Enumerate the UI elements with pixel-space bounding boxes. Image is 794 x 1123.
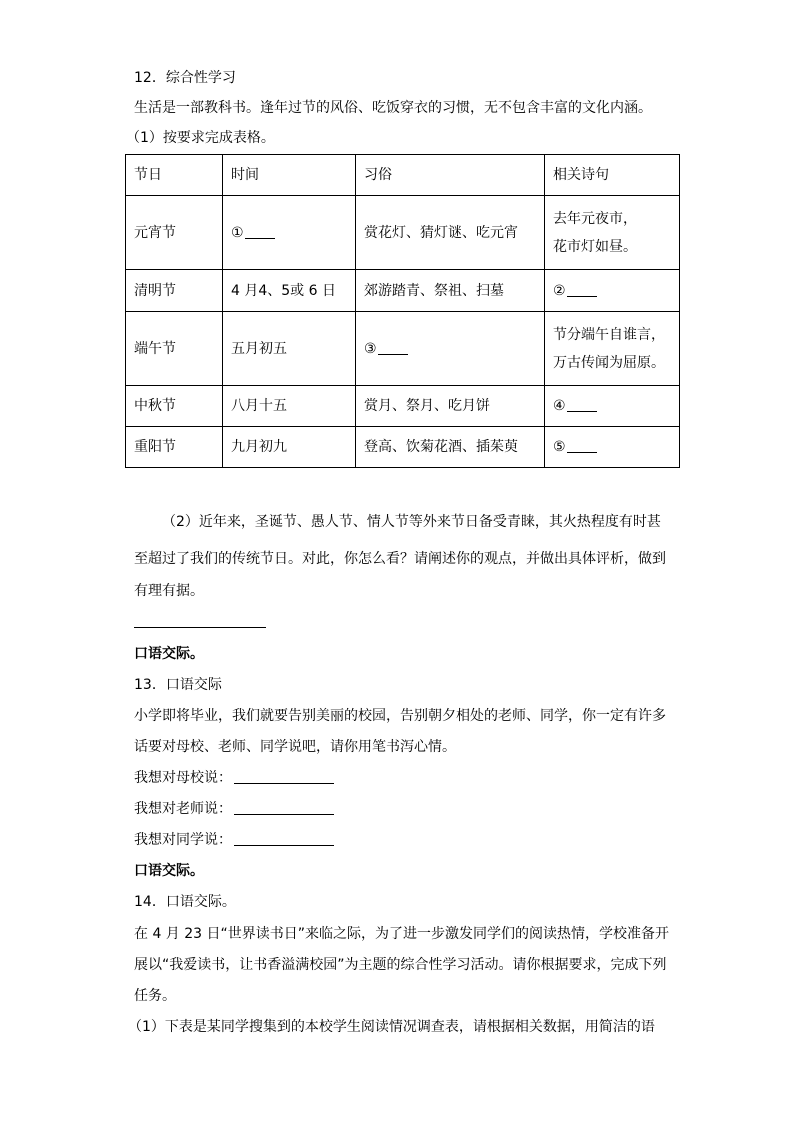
cell-festival: 重阳节 (126, 427, 223, 468)
cell-custom: 郊游踏青、祭祖、扫墓 (356, 270, 545, 312)
cell-poem (545, 312, 680, 386)
answer-blank[interactable] (234, 769, 334, 784)
cell-custom: 赏花灯、猜灯谜、吃元宵 (356, 196, 545, 270)
poem-line: 节分端午自谁言， (553, 326, 665, 343)
q14-line: 任务。 (134, 988, 176, 1004)
q13-title: 13．口语交际 (134, 677, 222, 693)
cell-custom (356, 312, 545, 386)
q13-prompt (134, 830, 334, 850)
cell-poem (545, 386, 680, 427)
q13-prompt (134, 768, 334, 788)
answer-blank[interactable] (567, 397, 597, 412)
q14-title: 14．口语交际。 (134, 894, 236, 910)
q12-title: 12．综合性学习 (134, 70, 236, 86)
prompt-label: 我想对老师说： (134, 801, 232, 817)
q12-part2-line: 有理有据。 (134, 583, 204, 599)
cell-poem (545, 196, 680, 270)
cell-custom: 登高、饮菊花酒、插茱萸 (356, 427, 545, 468)
cell-poem (545, 427, 680, 468)
poem-line: 万古传闻为屈原。 (553, 354, 665, 371)
section-heading: 口语交际。 (134, 863, 204, 879)
section-heading: 口语交际。 (134, 646, 204, 662)
blank-marker: ① (231, 224, 244, 241)
q12-intro: 生活是一部教科书。逢年过节的风俗、吃饭穿衣的习惯，无不包含丰富的文化内涵。 (134, 100, 652, 116)
q13-line: 话要对母校、老师、同学说吧，请你用笔书泻心情。 (134, 739, 456, 755)
cell-poem (545, 270, 680, 312)
cell-time: 八月十五 (223, 386, 356, 427)
cell-festival: 清明节 (126, 270, 223, 312)
answer-blank[interactable] (234, 831, 334, 846)
cell-festival: 中秋节 (126, 386, 223, 427)
header-time: 时间 (223, 155, 356, 196)
poem-line: 花市灯如昼。 (553, 238, 637, 255)
header-custom: 习俗 (356, 155, 545, 196)
table-row (126, 427, 680, 468)
table-row (126, 196, 680, 270)
q12-part1: （1）按要求完成表格。 (126, 130, 275, 146)
q14-line: 在 4 月 23 日“世界读书日”来临之际，为了进一步激发同学们的阅读热情，学校准备开 (134, 926, 670, 942)
q14-line: 展以“我爱读书，让书香溢满校园”为主题的综合性学习活动。请你根据要求，完成下列 (134, 957, 667, 973)
cell-time (223, 196, 356, 270)
festival-table (125, 154, 680, 468)
answer-blank[interactable] (567, 282, 597, 297)
q12-part2-line: 至超过了我们的传统节日。对此，你怎么看？请阐述你的观点，并做出具体评析，做到 (134, 551, 666, 567)
cell-festival: 端午节 (126, 312, 223, 386)
poem-line: 去年元夜市， (553, 210, 637, 227)
cell-custom: 赏月、祭月、吃月饼 (356, 386, 545, 427)
blank-marker: ② (553, 282, 566, 299)
cell-time: 4 月4、5或 6 日 (223, 270, 356, 312)
answer-line[interactable] (134, 627, 266, 628)
table-row (126, 312, 680, 386)
cell-time: 九月初九 (223, 427, 356, 468)
answer-blank[interactable] (567, 438, 597, 453)
q14-line: （1）下表是某同学搜集到的本校学生阅读情况调查表，请根据相关数据，用简洁的语 (128, 1019, 655, 1035)
prompt-label: 我想对母校说： (134, 770, 232, 786)
table-row (126, 270, 680, 312)
q13-prompt (134, 799, 334, 819)
cell-festival: 元宵节 (126, 196, 223, 270)
table-header-row (126, 155, 680, 196)
answer-blank[interactable] (378, 340, 408, 355)
blank-marker: ⑤ (553, 439, 566, 455)
answer-blank[interactable] (234, 800, 334, 815)
q12-part2-line: （2）近年来，圣诞节、愚人节、情人节等外来节日备受青睐，其火热程度有时甚 (162, 514, 661, 530)
blank-marker: ③ (364, 340, 377, 357)
q13-line: 小学即将毕业，我们就要告别美丽的校园，告别朝夕相处的老师、同学，你一定有许多 (134, 708, 666, 724)
answer-blank[interactable] (245, 224, 275, 239)
table-row (126, 386, 680, 427)
header-poem: 相关诗句 (545, 155, 680, 196)
cell-time: 五月初五 (223, 312, 356, 386)
header-festival: 节日 (126, 155, 223, 196)
blank-marker: ④ (553, 398, 566, 414)
prompt-label: 我想对同学说： (134, 832, 232, 848)
